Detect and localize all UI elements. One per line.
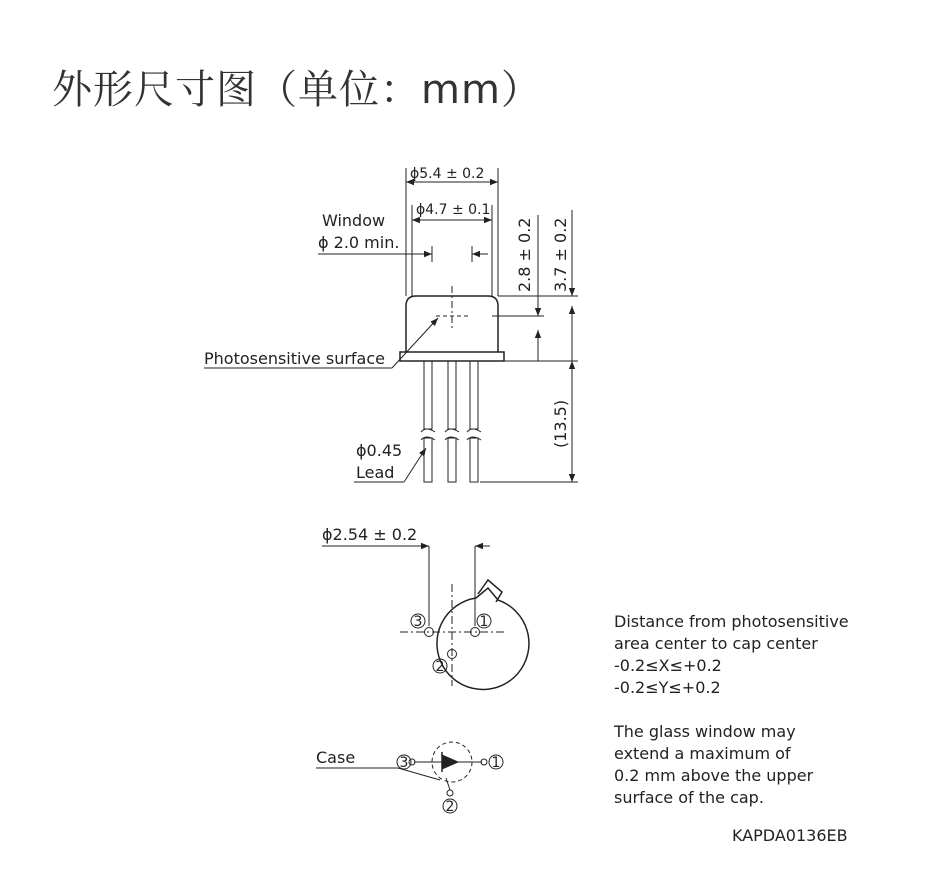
distance-note-line: -0.2≤X≤+0.2 (614, 656, 722, 675)
drawing-code: KAPDA0136EB (732, 826, 848, 845)
flange (400, 352, 504, 361)
bottom-view (322, 546, 529, 689)
schematic-pin3: 3 (399, 755, 409, 771)
distance-note-line: area center to cap center (614, 634, 818, 653)
pin1-number: 1 (479, 614, 489, 630)
glass-note (614, 721, 813, 809)
photosensitive-label: Photosensitive surface (204, 349, 385, 368)
case-label: Case (316, 748, 356, 767)
lead-length-label: (13.5) (551, 399, 570, 448)
glass-note-line: The glass window may (614, 722, 796, 741)
window-label: Window (322, 211, 386, 230)
lead-diameter-label: ϕ0.45 (356, 441, 403, 460)
base-outline (437, 588, 529, 689)
lead-label: Lead (356, 463, 395, 482)
leads-upper (424, 361, 478, 429)
glass-note-line: 0.2 mm above the upper (614, 766, 814, 785)
inner-diameter-label: ϕ4.7 ± 0.1 (416, 202, 491, 218)
pin3-number: 3 (413, 614, 423, 630)
cap-diameter-label: ϕ5.4 ± 0.2 (410, 166, 485, 182)
side-view (204, 168, 578, 482)
distance-note (614, 611, 849, 699)
distance-note-line: Distance from photosensitive (614, 612, 849, 631)
window-diameter-label: ϕ 2.0 min. (318, 233, 400, 252)
glass-note-line: extend a maximum of (614, 744, 791, 763)
height-window-label: 2.8 ± 0.2 (515, 217, 534, 292)
leads-lower (424, 438, 478, 482)
pin2-number: 2 (435, 659, 445, 675)
pin-spacing-label: ϕ2.54 ± 0.2 (322, 525, 418, 544)
schematic-pin1: 1 (491, 755, 501, 771)
distance-note-line: -0.2≤Y≤+0.2 (614, 678, 721, 697)
glass-note-line: surface of the cap. (614, 788, 764, 807)
page-title: 外形尺寸图（单位：mm） (52, 67, 542, 113)
schematic-pin2: 2 (445, 799, 455, 815)
height-cap-label: 3.7 ± 0.2 (551, 217, 570, 292)
